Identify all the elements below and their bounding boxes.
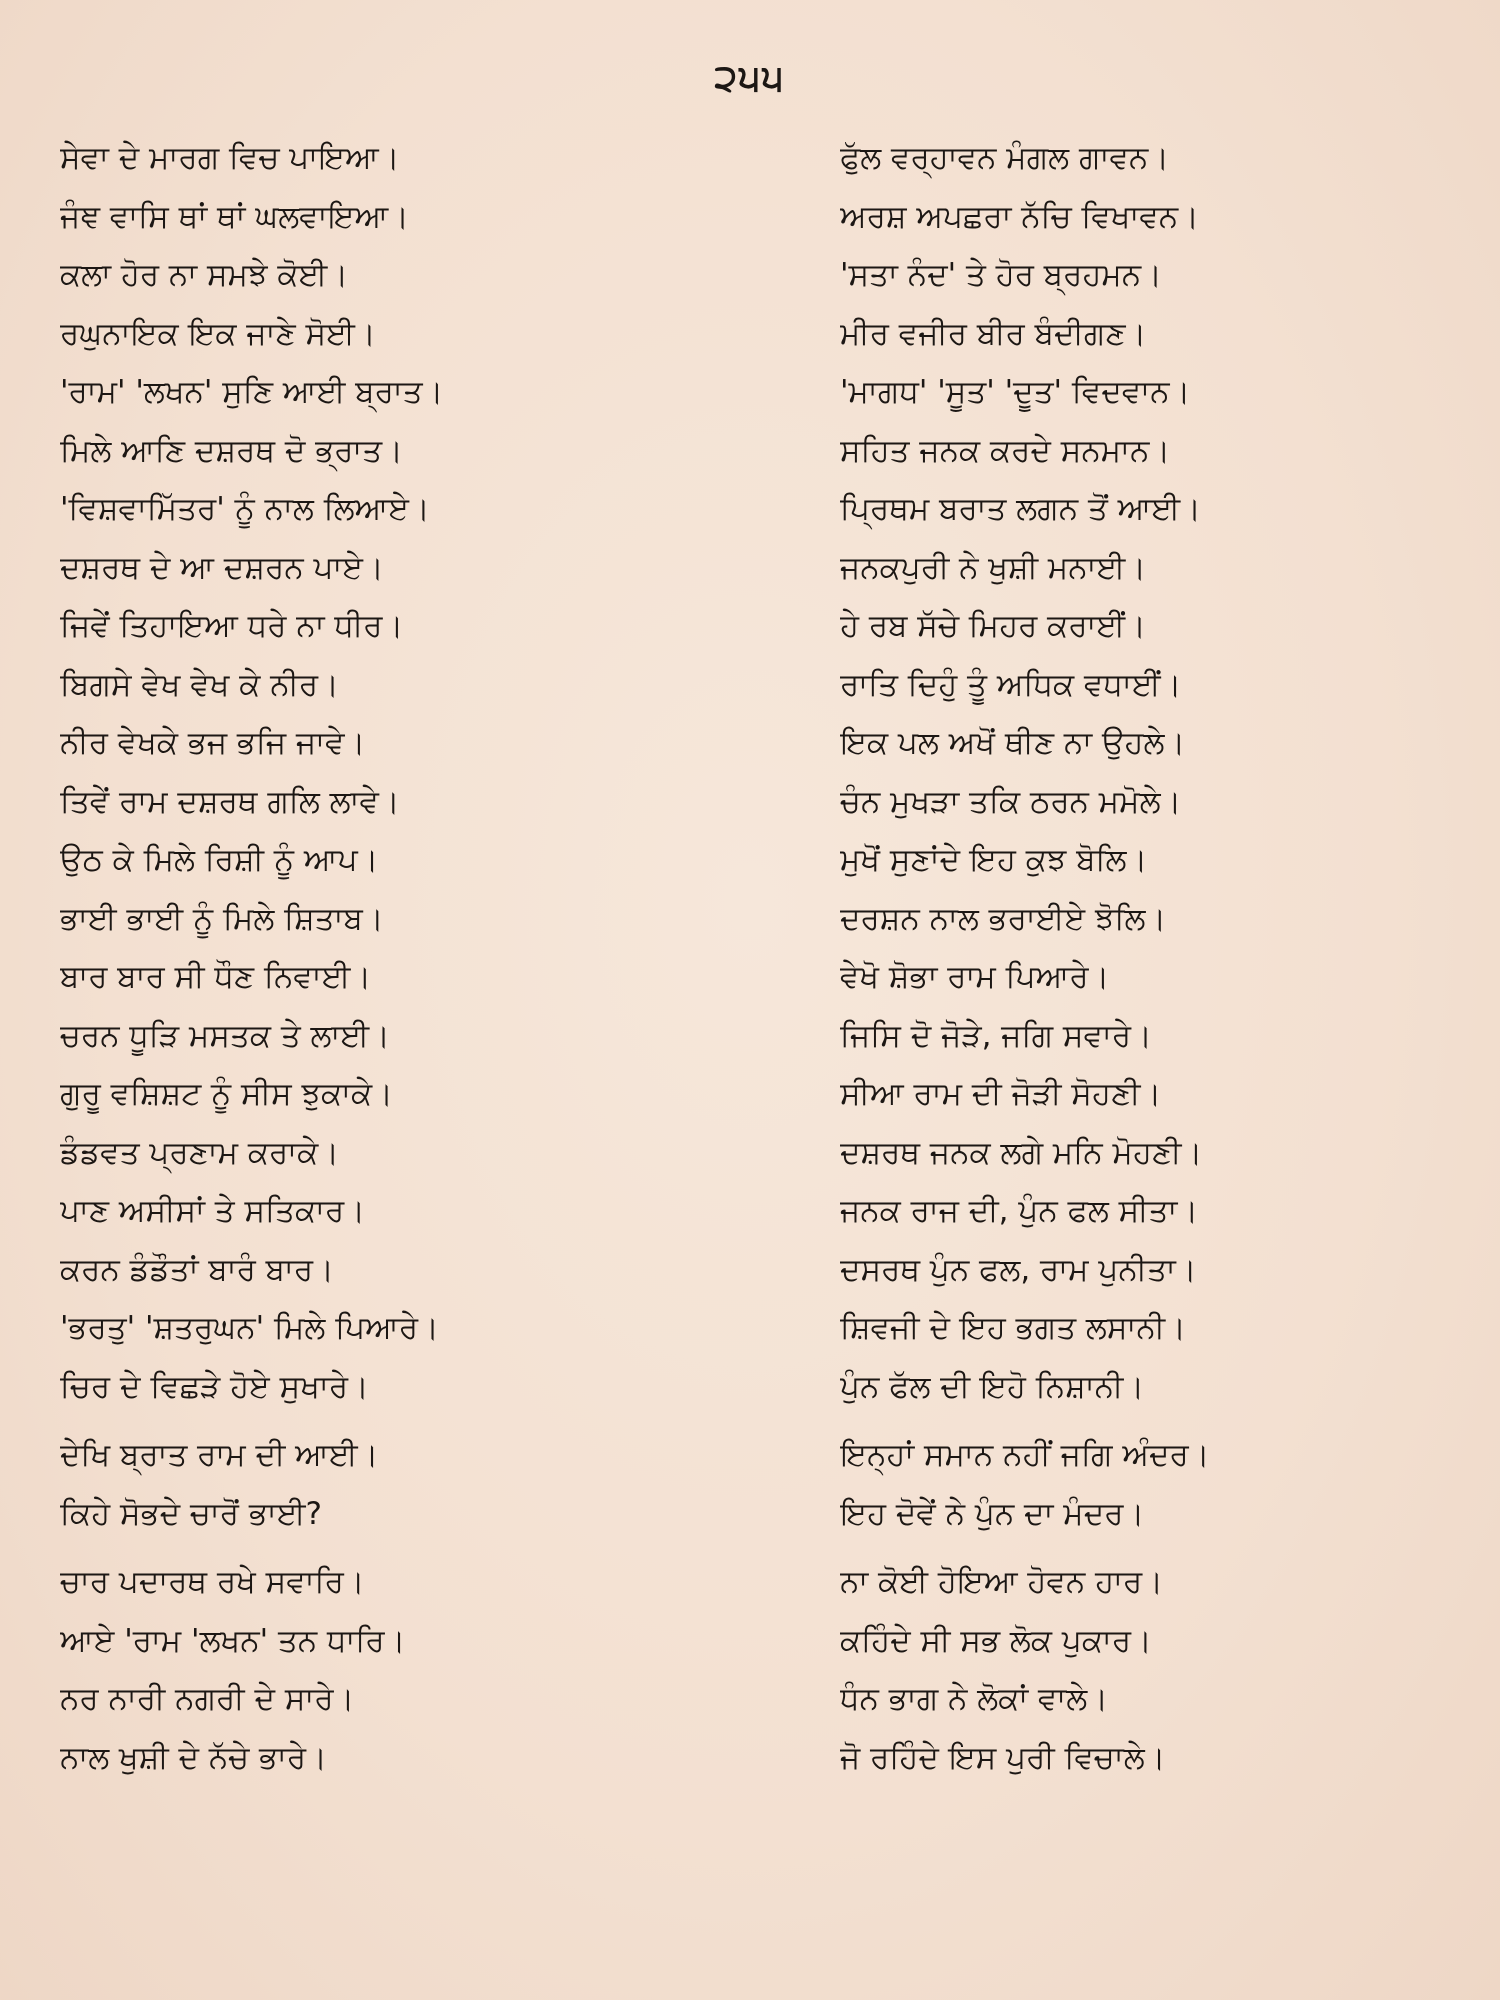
verse-line: ਦਰਸ਼ਨ ਨਾਲ ਭਰਾਈਏ ਝੋਲਿ। [840,900,1167,937]
verse-line: 'ਵਿਸ਼ਵਾਮਿੱਤਰ' ਨੂੰ ਨਾਲ ਲਿਆਏ। [60,491,430,527]
left-verse-column [60,140,640,1798]
verse-line: ਜਨਕ ਰਾਜ ਦੀ, ਪੁੰਨ ਫਲ ਸੀਤਾ। [840,1193,1199,1229]
verse-line: ਦੇਖਿ ਬ੍ਰਾਤ ਰਾਮ ਦੀ ਆਈ। [60,1437,379,1473]
verse-line: ਪ੍ਰਿਥਮ ਬਰਾਤ ਲਗਨ ਤੋਂ ਆਈ। [840,491,1202,527]
verse-line: ਰਾਤਿ ਦਿਹੁੰ ਤੂੰ ਅਧਿਕ ਵਧਾਈਂ। [840,666,1182,703]
verse-line: ਪਾਣ ਅਸੀਸਾਂ ਤੇ ਸਤਿਕਾਰ। [60,1193,366,1229]
verse-line: ਜੰਞ ਵਾਸਿ ਥਾਂ ਥਾਂ ਘਲਵਾਇਆ। [60,198,410,235]
verse-line: ਕਰਨ ਡੰਡੌਤਾਂ ਬਾਰੰ ਬਾਰ। [60,1251,334,1288]
verse-line: ਆਏ 'ਰਾਮ 'ਲਖਨ' ਤਨ ਧਾਰਿ। [60,1622,406,1659]
verse-line: ਸ਼ਿਵਜੀ ਦੇ ਇਹ ਭਗਤ ਲਸਾਨੀ। [840,1310,1187,1346]
verse-line: ਚਰਨ ਧੂੜਿ ਮਸਤਕ ਤੇ ਲਾਈ। [60,1017,391,1054]
verse-line: ਨਰ ਨਾਰੀ ਨਗਰੀ ਦੇ ਸਾਰੇ। [60,1681,355,1717]
verse-line: ਚਿਰ ਦੇ ਵਿਛੜੇ ਹੋਏ ਸੁਖਾਰੇ। [60,1368,369,1405]
verse-line: ਮੀਰ ਵਜੀਰ ਬੀਰ ਬੰਦੀਗਣ। [840,315,1147,352]
verse-line: ਮਿਲੇ ਆਣਿ ਦਸ਼ਰਥ ਦੋ ਭ੍ਰਾਤ। [60,432,404,469]
verse-line: ਜਿਵੇਂ ਤਿਹਾਇਆ ਧਰੇ ਨਾ ਧੀਰ। [60,608,404,644]
verse-line: ਇਹ ਦੋਵੇਂ ਨੇ ਪੁੰਨ ਦਾ ਮੰਦਰ। [840,1495,1145,1532]
verse-line: ਉਠ ਕੇ ਮਿਲੇ ਰਿਸ਼ੀ ਨੂੰ ਆਪ। [60,842,379,878]
verse-line: ਕਿਹੇ ਸੋਭਦੇ ਚਾਰੋਂ ਭਾਈ? [60,1495,322,1532]
verse-line: ਧੰਨ ਭਾਗ ਨੇ ਲੋਕਾਂ ਵਾਲੇ। [840,1681,1109,1717]
verse-line: ਰਘੁਨਾਇਕ ਇਕ ਜਾਣੇ ਸੋਈ। [60,315,376,352]
verse-line: ਜੋ ਰਹਿੰਦੇ ਇਸ ਪੁਰੀ ਵਿਚਾਲੇ। [840,1739,1166,1776]
verse-line: ਬਾਰ ਬਾਰ ਸੀ ਧੌਣ ਨਿਵਾਈ। [60,959,372,995]
verse-line: ਗੁਰੂ ਵਸ਼ਿਸ਼ਟ ਨੂੰ ਸੀਸ ਝੁਕਾਕੇ। [60,1076,394,1112]
verse-line: ਦਸਰਥ ਪੁੰਨ ਫਲ, ਰਾਮ ਪੁਨੀਤਾ। [840,1251,1197,1288]
verse-line: 'ਮਾਗਧ' 'ਸੂਤ' 'ਦੂਤ' ਵਿਦਵਾਨ। [840,374,1191,410]
verse-line: ਪੁੰਨ ਫੱਲ ਦੀ ਇਹੋ ਨਿਸ਼ਾਨੀ। [840,1368,1145,1405]
verse-line: ਮੁਖੋਂ ਸੁਣਾਂਦੇ ਇਹ ਕੁਝ ਬੋਲਿ। [840,842,1148,878]
verse-line: ਫੁੱਲ ਵਰ੍ਹਾਵਨ ਮੰਗਲ ਗਾਵਨ। [840,140,1170,176]
verse-line: ਡੰਡਵਤ ਪ੍ਰਣਾਮ ਕਰਾਕੇ। [60,1134,340,1171]
verse-line: 'ਭਰਤੁ' 'ਸ਼ਤਰੁਘਨ' ਮਿਲੇ ਪਿਆਰੇ। [60,1310,440,1346]
verse-line: ਦਸ਼ਰਥ ਜਨਕ ਲਗੇ ਮਨਿ ਮੋਹਣੀ। [840,1134,1203,1171]
right-verse-column [840,140,1420,1798]
verse-line: 'ਰਾਮ' 'ਲਖਨ' ਸੁਣਿ ਆਈ ਬ੍ਰਾਤ। [60,374,444,410]
verse-line: ਇਨ੍ਹਾਂ ਸਮਾਨ ਨਹੀਂ ਜਗਿ ਅੰਦਰ। [840,1437,1210,1473]
verse-line: ਬਿਗਸੇ ਵੇਖ ਵੇਖ ਕੇ ਨੀਰ। [60,666,340,703]
verse-line: ਅਰਸ਼ ਅਪਛਰਾ ਨੱਚਿ ਵਿਖਾਵਨ। [840,198,1199,235]
verse-line: ਤਿਵੇਂ ਰਾਮ ਦਸ਼ਰਥ ਗਲਿ ਲਾਵੇ। [60,783,400,820]
verse-line: ਕਲਾ ਹੋਰ ਨਾ ਸਮਝੇ ਕੋਈ। [60,257,349,293]
verse-line: ਜਨਕਪੁਰੀ ਨੇ ਖੁਸ਼ੀ ਮਨਾਈ। [840,549,1147,586]
verse-line: ਹੇ ਰਬ ਸੱਚੇ ਮਿਹਰ ਕਰਾਈਂ। [840,608,1147,644]
verse-line: ਨਾਲ ਖੁਸ਼ੀ ਦੇ ਨੱਚੇ ਭਾਰੇ। [60,1739,328,1776]
verse-line: ਇਕ ਪਲ ਅਖੋਂ ਥੀਣ ਨਾ ਉਹਲੇ। [840,725,1186,761]
verse-line: ਭਾਈ ਭਾਈ ਨੂੰ ਮਿਲੇ ਸ਼ਿਤਾਬ। [60,900,384,937]
verse-line: ਨੀਰ ਵੇਖਕੇ ਭਜ ਭਜਿ ਜਾਵੇ। [60,725,366,761]
verse-line: ਜਿਸਿ ਦੋ ਜੋੜੇ, ਜਗਿ ਸਵਾਰੇ। [840,1017,1152,1054]
verse-line: ਚੰਨ ਮੁਖੜਾ ਤਕਿ ਠਰਨ ਮਮੋਲੇ। [840,783,1182,820]
verse-line: ਸੀਆ ਰਾਮ ਦੀ ਜੋੜੀ ਸੋਹਣੀ। [840,1076,1162,1112]
verse-line: 'ਸਤਾ ਨੰਦ' ਤੇ ਹੋਰ ਬ੍ਰਹਮਨ। [840,257,1163,293]
verse-line: ਵੇਖੋ ਸ਼ੋਭਾ ਰਾਮ ਪਿਆਰੇ। [840,959,1110,995]
verse-line: ਸਹਿਤ ਜਨਕ ਕਰਦੇ ਸਨਮਾਨ। [840,432,1171,469]
verse-line: ਚਾਰ ਪਦਾਰਥ ਰਖੇ ਸਵਾਰਿ। [60,1564,365,1600]
verse-line: ਨਾ ਕੋਈ ਹੋਇਆ ਹੋਵਨ ਹਾਰ। [840,1564,1164,1600]
verse-line: ਦਸ਼ਰਥ ਦੇ ਆ ਦਸ਼ਰਨ ਪਾਏ। [60,549,384,586]
verse-line: ਕਹਿੰਦੇ ਸੀ ਸਭ ਲੋਕ ਪੁਕਾਰ। [840,1622,1152,1659]
page-number: ੨੫੫ [714,58,786,99]
verse-line: ਸੇਵਾ ਦੇ ਮਾਰਗ ਵਿਚ ਪਾਇਆ। [60,140,400,176]
